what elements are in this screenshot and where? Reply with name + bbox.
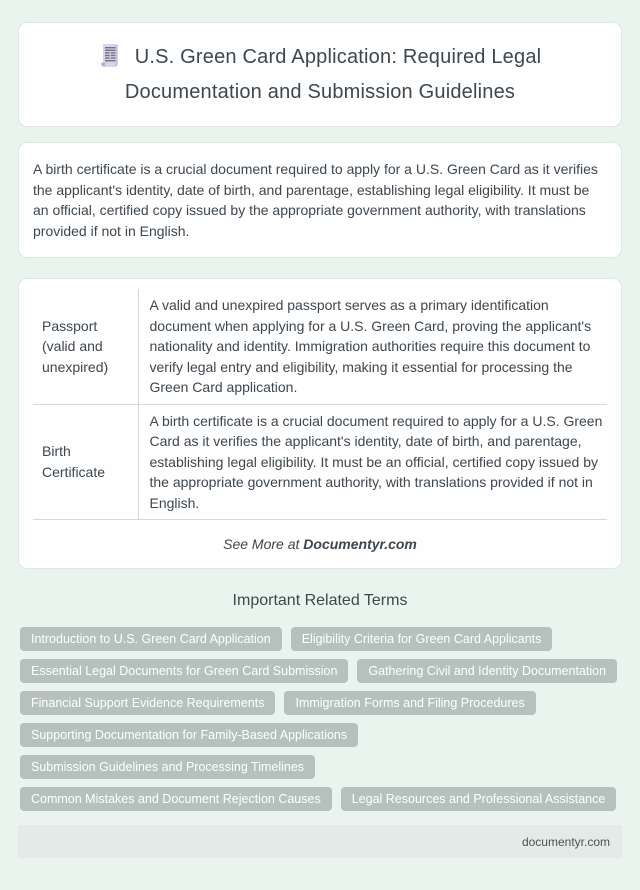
related-term-tag[interactable]: Common Mistakes and Document Rejection Causes xyxy=(20,787,332,811)
page-title xyxy=(49,42,591,107)
documents-card xyxy=(18,278,622,569)
page-title-text: U.S. Green Card Application: Required Legal Documentation and Submission Guidelines xyxy=(124,46,542,103)
see-more-prefix: See More at xyxy=(223,536,304,552)
see-more-site-link[interactable]: Documentyr.com xyxy=(303,536,417,552)
related-term-tag[interactable]: Supporting Documentation for Family-Based Applications xyxy=(20,723,358,747)
related-term-tag[interactable]: Introduction to U.S. Green Card Application xyxy=(20,627,282,651)
receipt-icon xyxy=(99,43,120,77)
document-term: Birth Certificate xyxy=(33,404,138,520)
related-term-tag[interactable]: Immigration Forms and Filing Procedures xyxy=(284,691,535,715)
related-term-tag[interactable]: Eligibility Criteria for Green Card Applicants xyxy=(291,627,553,651)
document-term: Passport (valid and unexpired) xyxy=(33,289,138,404)
summary-text: A birth certificate is a crucial document required to apply for a U.S. Green Card as it verifies the applicant's identity, date of birth, and parentage, establishing legal eligibility. It must be an official, certified copy issued by the appropriate government authority, with translations provided if not in English. xyxy=(33,161,598,239)
related-term-tag[interactable]: Financial Support Evidence Requirements xyxy=(20,691,275,715)
table-row-birth-certificate xyxy=(33,404,607,520)
document-description: A valid and unexpired passport serves as a primary identification document when applying for a U.S. Green Card, proving the applicant's nationality and identity. Immigration authorities require this document to verify legal entry and eligibility, making it essential for processing the Green Card application. xyxy=(138,289,607,404)
related-terms-list xyxy=(20,627,620,811)
table-row-passport xyxy=(33,289,607,404)
related-terms-heading: Important Related Terms xyxy=(232,592,408,609)
header-card xyxy=(18,22,622,127)
documents-table xyxy=(33,289,607,520)
related-term-tag[interactable]: Submission Guidelines and Processing Timelines xyxy=(20,755,315,779)
footer-site-link[interactable]: documentyr.com xyxy=(521,834,610,849)
related-term-tag[interactable]: Essential Legal Documents for Green Card Submission xyxy=(20,659,348,683)
summary-card xyxy=(18,142,622,258)
document-description: A birth certificate is a crucial document required to apply for a U.S. Green Card as it verifies the applicant's identity, date of birth, and parentage, establishing legal eligibility. It must be an official, certified copy issued by the appropriate government authority, with translations provided if not in English. xyxy=(138,404,607,520)
footer xyxy=(18,825,622,858)
see-more xyxy=(33,534,607,554)
related-term-tag[interactable]: Legal Resources and Professional Assistance xyxy=(341,787,617,811)
related-term-tag[interactable]: Gathering Civil and Identity Documentation xyxy=(357,659,617,683)
